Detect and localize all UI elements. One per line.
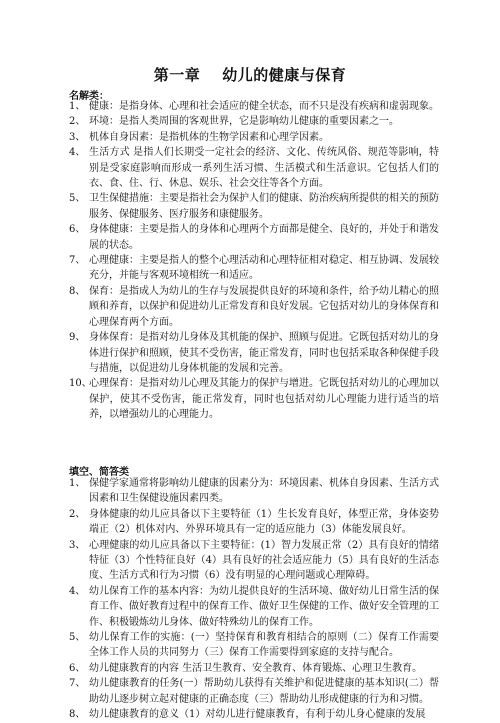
list-item: 3、 机体自身因素：是指机体的生物学因素和心理学因素。	[69, 131, 329, 143]
list-item: 7、 心理健康：主要是指人的整个心理活动和心理特征相对稳定、相互协调、发展较充分，并能与客观环境相统一和适应。	[69, 255, 439, 282]
short-answer-list	[69, 476, 439, 723]
list-item: 3、 心理健康的幼儿应具备以下主要特征：(1）智力发展正常（2）具有良好的情绪特征（3）个性特征良好（4）具有良好的社会适应能力（5）具有良好的生活态度、生活方式和行为习惯（6）没有明显的心理问题或心理障碍。	[69, 539, 439, 582]
list-item: 6、 身体健康：主要是指人的身体和心理两个方面都是健全、良好的，并处于和谐发展的状态。	[69, 224, 439, 251]
section-heading-short-answer: 填空、简答类	[69, 467, 129, 478]
list-item: 5、 幼儿保育工作的实施：(一）坚持保育和教育相结合的原则（二）保育工作需要全体工作人员的共同努力（三）保育工作需要得到家庭的支持与配合。	[69, 632, 439, 659]
section-heading-definitions: 名解类：	[69, 91, 109, 102]
list-item: 5、 卫生保健措施：主要是指社会为保护人们的健康、防治疾病所提供的相关的预防服务、保健服务、医疗服务和康健服务。	[69, 193, 439, 220]
list-item: 8、 保育：是指成人为幼儿的生存与发展提供良好的环境和条件，给予幼儿精心的照顾和养育，以保护和促进幼儿正常发育和良好发展。它包括对幼儿的身体保育和心理保育两个方面。	[69, 285, 439, 328]
list-item: 1、 保健学家通常将影响幼儿健康的因素分为：环境因素、机体自身因素、生活方式因素和卫生保健设施因素四类。	[69, 478, 439, 505]
list-item: 4、 生活方式 是指人们长期受一定社会的经济、文化、传统风俗、规范等影响，特别是受家庭影响而形成一系列生活习惯、生活模式和生活意识。它包括人们的衣、食、住、行、休息、娱乐、社会交往等各个方面。	[69, 147, 439, 190]
list-item: 2、 环境：是指人类周围的客观世界，它是影响幼儿健康的重要因素之一。	[69, 116, 399, 128]
list-item: 4、 幼儿保育工作的基本内容：为幼儿提供良好的生活环境、做好幼儿日常生活的保育工作、做好教育过程中的保育工作、做好卫生保健的工作、做好安全管理的工作、积极锻炼幼儿身体、做好特殊幼儿的保育工作。	[69, 585, 439, 628]
list-item: 9、 身体保育：是指对幼儿身体及其机能的保护、照顾与促进。它既包括对幼儿的身体进行保护和照顾，使其不受伤害，能正常发育，同时也包括采取各种保健手段与措施，以促进幼儿身体机能的发展和完善。	[69, 332, 439, 374]
chapter-title: 幼儿的健康与保育	[222, 66, 347, 84]
list-item: 1、 健康：是指身体、心理和社会适应的健全状态，而不只是没有疾病和虚弱现象。	[69, 101, 439, 112]
list-item: 2、 身体健康的幼儿应具备以下主要特征（1）生长发育良好，体型正常，身体姿势端正（2）机体对内、外界环境具有一定的适应能力（3）体能发展良好。	[69, 508, 439, 536]
definitions-list	[69, 99, 439, 423]
list-item: 7、 幼儿健康教育的任务(一）帮助幼儿获得有关维护和促进健康的基本知识(二）帮助幼儿逐步树立起对健康的正确态度（三）帮助幼儿形成健康的行为和习惯。	[69, 678, 439, 705]
chapter-number: 第一章	[153, 66, 201, 84]
page-title	[0, 64, 500, 85]
list-item: 10、 心理保育：是指对幼儿心理及其能力的保护与增进。它既包括对幼儿的心理加以保护，使其不受伤害，能正常发育，同时也包括对幼儿心理能力进行适当的培养，以增强幼儿的心理能力。	[69, 378, 439, 421]
list-item: 8、 幼儿健康教育的意义（1）对幼儿进行健康教育，有利于幼儿身心健康的发展	[69, 709, 426, 721]
list-item: 6、 幼儿健康教育的内容 生活卫生教育、安全教育、体育锻炼、心理卫生教育。	[69, 662, 423, 674]
